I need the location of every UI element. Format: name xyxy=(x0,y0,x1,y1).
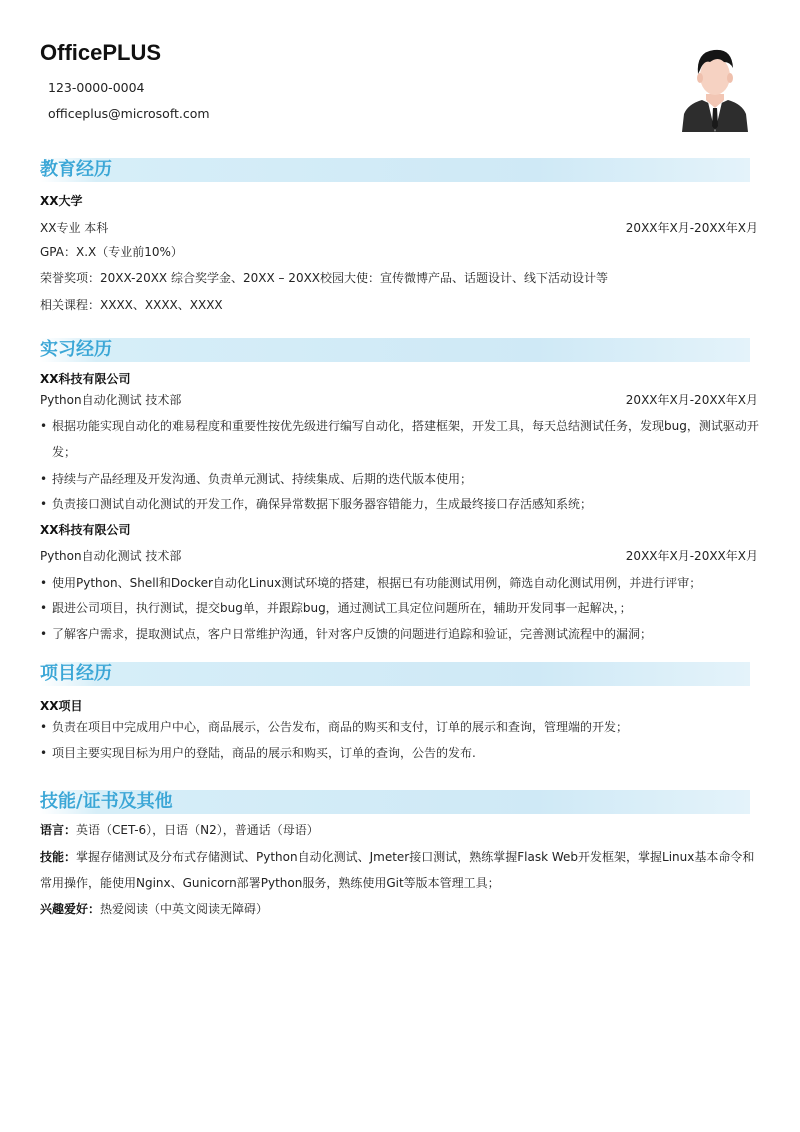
language-label: 语言： xyxy=(40,823,77,837)
job-bullet: • 了解客户需求，提取测试点，客户日常维护沟通，针对客户反馈的问题进行追踪和验证，完善测试流程中的漏洞； xyxy=(40,621,760,647)
job-bullet: • 根据功能实现自动化的难易程度和重要性按优先级进行编写自动化，搭建框架，开发工具，每天总结测试任务，发现bug，测试驱动开发； xyxy=(40,413,760,465)
resume-name: OfficePLUS xyxy=(40,40,162,65)
language-line xyxy=(40,817,760,843)
education-period: 20XX年X月-20XX年X月 xyxy=(625,221,758,235)
email-address: officeplus@microsoft.com xyxy=(48,106,210,121)
education-section-header xyxy=(40,158,750,182)
hobby-value: 热爱阅读（中英文阅读无障碍） xyxy=(100,902,269,916)
school-name: XX大学 xyxy=(40,194,83,208)
major: XX专业 本科 xyxy=(40,221,109,235)
hobby-label: 兴趣爱好： xyxy=(40,902,101,916)
job-role: Python自动化测试 技术部 xyxy=(40,549,182,563)
project-section-header xyxy=(40,662,750,686)
honors: 荣誉奖项：20XX-20XX 综合奖学金、20XX – 20XX校园大使：宣传微博产品、话题设计、线下活动设计等 xyxy=(40,271,609,285)
internship-section-header xyxy=(40,338,750,362)
project-name: XX项目 xyxy=(40,699,83,713)
skills-title: 技能/证书及其他 xyxy=(40,791,173,812)
job-bullet: • 持续与产品经理及开发沟通、负责单元测试、持续集成、后期的迭代版本使用； xyxy=(40,466,760,492)
project-bullet: • 项目主要实现目标为用户的登陆，商品的展示和购买，订单的查询，公告的发布. xyxy=(40,740,760,766)
skill-line xyxy=(40,844,760,896)
job-role: Python自动化测试 技术部 xyxy=(40,393,182,407)
courses: 相关课程：XXXX、XXXX、XXXX xyxy=(40,298,223,312)
company-name: XX科技有限公司 xyxy=(40,372,131,386)
job-bullet: • 负责接口测试自动化测试的开发工作，确保异常数据下服务器容错能力，生成最终接口存活感知系统； xyxy=(40,491,760,517)
internship-title: 实习经历 xyxy=(40,339,112,360)
job-bullet: • 跟进公司项目，执行测试，提交bug单，并跟踪bug，通过测试工具定位问题所在，辅助开发同事一起解决，； xyxy=(40,595,760,621)
company-name: XX科技有限公司 xyxy=(40,523,131,537)
hobby-line xyxy=(40,896,760,922)
phone-number: 123-0000-0004 xyxy=(48,80,145,95)
job-bullet: • 使用Python、Shell和Docker自动化Linux测试环境的搭建，根据已有功能测试用例，筛选自动化测试用例，并进行评审； xyxy=(40,570,760,596)
skill-value: 掌握存储测试及分布式存储测试、Python自动化测试、Jmeter接口测试，熟练掌握Flask Web开发框架，掌握Linux基本命令和常用操作，能使用Nginx、Gunicorn部署Python服务，熟练使用Git等版本管理工具； xyxy=(40,850,755,890)
project-title: 项目经历 xyxy=(40,663,112,684)
project-bullet: • 负责在项目中完成用户中心，商品展示，公告发布，商品的购买和支付，订单的展示和查询，管理端的开发； xyxy=(40,714,760,740)
language-value: 英语（CET-6），日语（N2），普通话（母语） xyxy=(76,823,319,837)
skills-section-header xyxy=(40,790,750,814)
job-period: 20XX年X月-20XX年X月 xyxy=(625,393,758,407)
education-title: 教育经历 xyxy=(40,159,112,180)
gpa: GPA：X.X（专业前10%） xyxy=(40,245,183,259)
skill-label: 技能： xyxy=(40,850,77,864)
job-period: 20XX年X月-20XX年X月 xyxy=(625,549,758,563)
avatar xyxy=(680,40,750,132)
